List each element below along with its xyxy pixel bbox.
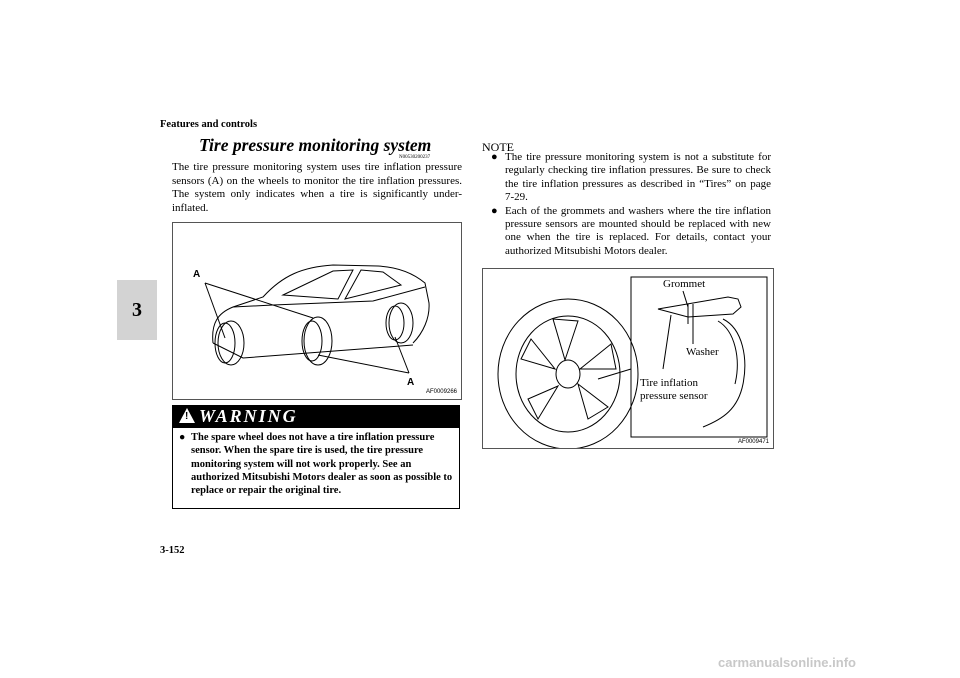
warning-header	[173, 406, 459, 428]
section-title: Tire pressure monitoring system	[199, 135, 432, 155]
note-label: NOTE	[482, 140, 514, 154]
intro-paragraph: The tire pressure monitoring system uses tire inflation pressure sensors (A) on the wheels to monitor the tire inflation pressures. The system only indicates when a tire is significantly under-inflated.	[172, 161, 462, 214]
figure-code: AF0009471	[737, 439, 769, 445]
washer-label: Washer	[686, 346, 719, 358]
page-number: 3-152	[160, 545, 185, 556]
car-sensor-figure	[172, 222, 462, 400]
warning-text: ● The spare wheel does not have a tire inflation pressure sensor. When the spare tire is used, the tire pressure monitoring system will not work properly. See an authorized Mitsubishi Motors dealer as soon as possible to replace or repair the original tire.	[179, 432, 453, 497]
warning-box	[172, 405, 460, 509]
note-item: ● The tire pressure monitoring system is not a substitute for regularly checking tire inflation pressures. Be sure to check the tire inflation pressures as described in “Tires” on page 7-29.	[491, 151, 771, 204]
bullet-icon: ●	[491, 151, 498, 163]
grommet-label: Grommet	[663, 278, 706, 290]
sensor-label-line1: Tire inflation	[640, 377, 698, 389]
watermark: carmanualsonline.info	[718, 655, 856, 670]
label-a-top: A	[193, 269, 201, 280]
label-a-bottom: A	[407, 377, 415, 388]
section-code: N00530200237	[399, 155, 431, 160]
car-illustration	[173, 223, 461, 399]
chapter-tab: 3	[117, 280, 157, 340]
figure-code: AF0009266	[425, 389, 457, 395]
wheel-sensor-figure	[482, 268, 774, 449]
running-header: Features and controls	[160, 119, 258, 130]
warning-triangle-icon: !	[179, 408, 195, 423]
note-item: ● Each of the grommets and washers where the tire inflation pressure sensors are mounted should be replaced with new one when the tire is replaced. For details, contact your authorized Mitsubishi Motors dealer.	[491, 204, 771, 257]
wheel-illustration	[483, 269, 773, 448]
bullet-icon: ●	[491, 204, 498, 217]
note-list	[491, 151, 771, 258]
sensor-label-line2: pressure sensor	[640, 390, 708, 402]
bullet-icon: ●	[179, 432, 186, 443]
warning-title: WARNING	[199, 406, 298, 426]
